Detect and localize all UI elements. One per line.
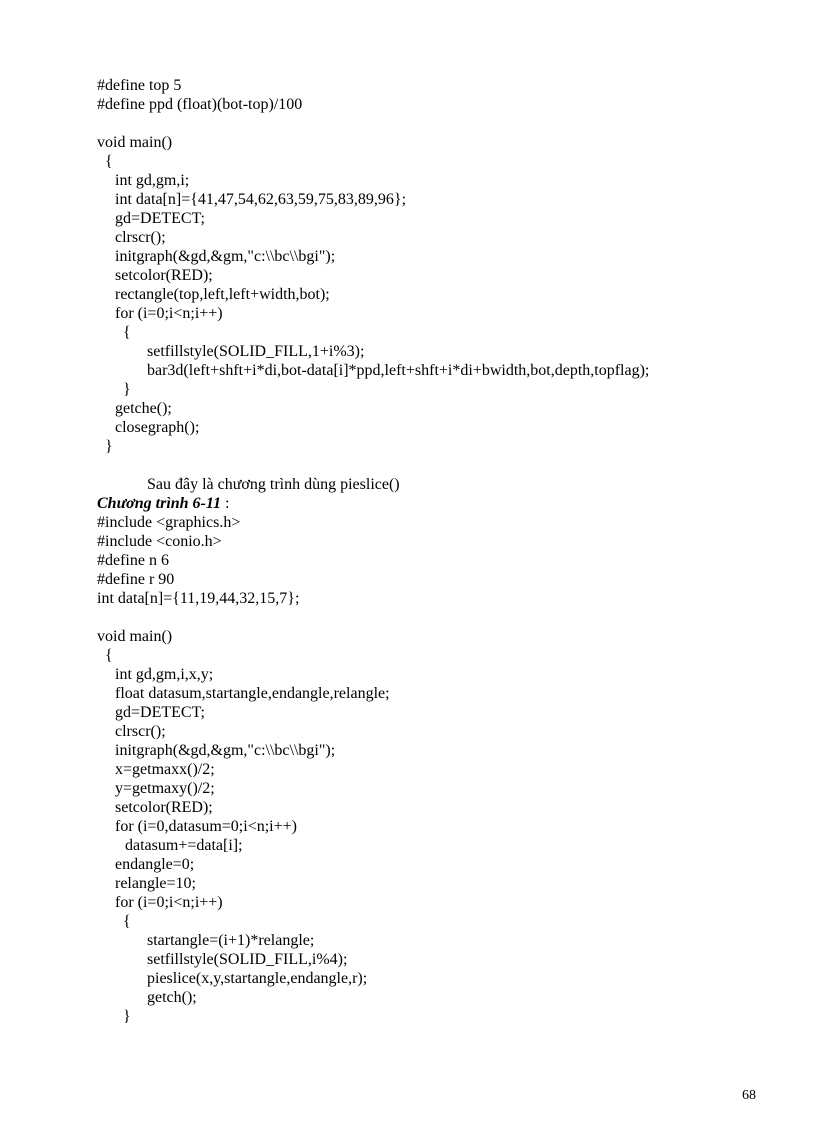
- code-line: getche();: [115, 400, 172, 417]
- code-line: {: [123, 913, 131, 930]
- program-caption-suffix: :: [221, 495, 230, 512]
- code-line: #define r 90: [97, 571, 175, 588]
- code-line: y=getmaxy()/2;: [115, 780, 215, 797]
- program-caption: [97, 494, 797, 513]
- code-line: clrscr();: [115, 723, 166, 740]
- code-line: int data[n]={11,19,44,32,15,7};: [97, 590, 300, 607]
- code-line: bar3d(left+shft+i*di,bot-data[i]*ppd,left+shft+i*di+bwidth,bot,depth,topflag);: [147, 362, 650, 379]
- code-line: void main(): [97, 628, 173, 645]
- code-line: #include <conio.h>: [97, 533, 222, 550]
- code-line: }: [123, 1008, 131, 1025]
- code-line: {: [105, 153, 113, 170]
- code-line: pieslice(x,y,startangle,endangle,r);: [147, 970, 368, 987]
- blank-line: [97, 114, 797, 133]
- intro-paragraph: Sau đây là chương trình dùng pieslice(): [147, 476, 400, 493]
- code-line: }: [123, 381, 131, 398]
- code-line: float datasum,startangle,endangle,relangle;: [115, 685, 390, 702]
- code-line: void main(): [97, 134, 173, 151]
- code-line: {: [105, 647, 113, 664]
- code-line: setcolor(RED);: [115, 799, 213, 816]
- blank-line: [97, 608, 797, 627]
- code-line: getch();: [147, 989, 197, 1006]
- code-line: initgraph(&gd,&gm,"c:\\bc\\bgi");: [115, 742, 336, 759]
- code-line: for (i=0;i<n;i++): [115, 305, 223, 322]
- code-line: #include <graphics.h>: [97, 514, 241, 531]
- code-line: {: [123, 324, 131, 341]
- code-line: setfillstyle(SOLID_FILL,1+i%3);: [147, 343, 365, 360]
- code-line: #define ppd (float)(bot-top)/100: [97, 96, 303, 113]
- code-line: int data[n]={41,47,54,62,63,59,75,83,89,96};: [115, 191, 407, 208]
- code-line: for (i=0;i<n;i++): [115, 894, 223, 911]
- code-line: startangle=(i+1)*relangle;: [147, 932, 315, 949]
- code-line: setfillstyle(SOLID_FILL,i%4);: [147, 951, 348, 968]
- code-line: gd=DETECT;: [115, 704, 205, 721]
- code-line: closegraph();: [115, 419, 200, 436]
- code-line: for (i=0,datasum=0;i<n;i++): [115, 818, 297, 835]
- code-line: initgraph(&gd,&gm,"c:\\bc\\bgi");: [115, 248, 336, 265]
- blank-line: [97, 456, 797, 475]
- code-line: setcolor(RED);: [115, 267, 213, 284]
- code-line: datasum+=data[i];: [125, 837, 243, 854]
- code-line: #define top 5: [97, 77, 182, 94]
- code-line: gd=DETECT;: [115, 210, 205, 227]
- code-line: int gd,gm,i,x,y;: [115, 666, 214, 683]
- code-line: relangle=10;: [115, 875, 196, 892]
- program-caption-title: Chương trình 6-11: [97, 495, 221, 512]
- code-line: int gd,gm,i;: [115, 172, 190, 189]
- code-line: }: [105, 438, 113, 455]
- page-number: 68: [742, 1088, 756, 1103]
- code-line: clrscr();: [115, 229, 166, 246]
- code-line: rectangle(top,left,left+width,bot);: [115, 286, 330, 303]
- code-line: #define n 6: [97, 552, 169, 569]
- code-line: x=getmaxx()/2;: [115, 761, 215, 778]
- code-line: endangle=0;: [115, 856, 195, 873]
- page-content: [97, 76, 797, 1026]
